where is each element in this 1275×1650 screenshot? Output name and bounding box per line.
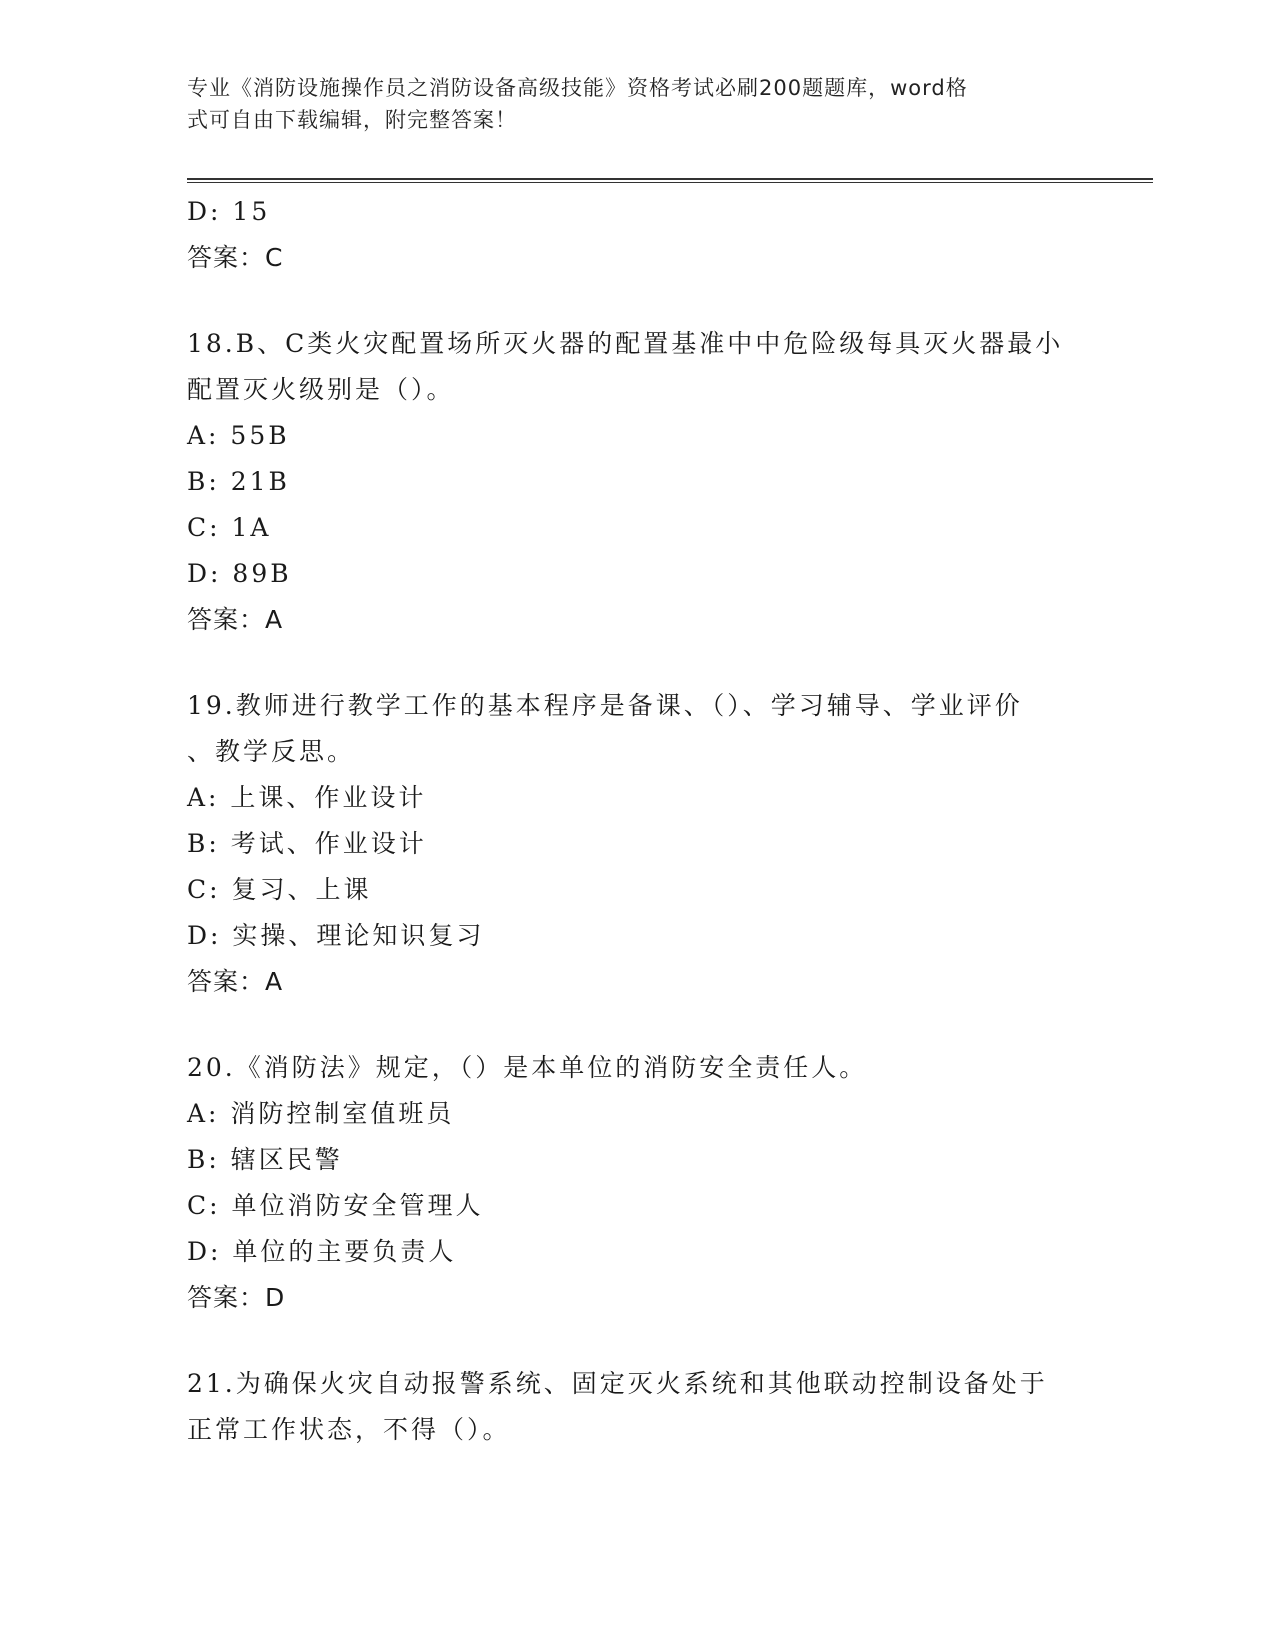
option-b: B: 21B	[187, 467, 290, 496]
question-21	[187, 1361, 1087, 1453]
question-17-tail	[187, 189, 1087, 281]
question-19	[187, 683, 1087, 1005]
answer-line: 答案：C	[187, 243, 284, 272]
answer-line: 答案：D	[187, 1283, 286, 1312]
option-d: D: 15	[187, 197, 271, 226]
option-b: B: 考试、作业设计	[187, 829, 427, 858]
header-line-2: 式可自由下载编辑，附完整答案！	[187, 108, 517, 132]
option-c: C: 1A	[187, 513, 272, 542]
answer-line: 答案：A	[187, 605, 284, 634]
header-line-1: 专业《消防设施操作员之消防设备高级技能》资格考试必刷200题题库，word格	[187, 76, 968, 100]
option-a: A: 55B	[187, 421, 290, 450]
question-stem: 20.《消防法》规定，（）是本单位的消防安全责任人。	[187, 1053, 868, 1082]
question-stem: 21.为确保火灾自动报警系统、固定灭火系统和其他联动控制设备处于	[187, 1369, 1048, 1398]
question-20	[187, 1045, 1087, 1321]
question-list	[187, 189, 1087, 1453]
question-stem-cont: 、教学反思。	[187, 737, 356, 766]
option-c: C: 单位消防安全管理人	[187, 1191, 484, 1220]
option-c: C: 复习、上课	[187, 875, 372, 904]
question-18	[187, 321, 1087, 643]
question-stem: 18.B、C类火灾配置场所灭火器的配置基准中中危险级每具灭火器最小	[187, 329, 1064, 358]
option-a: A: 消防控制室值班员	[187, 1099, 455, 1128]
option-a: A: 上课、作业设计	[187, 783, 427, 812]
header-divider-thick	[187, 178, 1153, 180]
question-stem: 19.教师进行教学工作的基本程序是备课、（）、学习辅导、学业评价	[187, 691, 1023, 720]
question-stem-cont: 配置灭火级别是（）。	[187, 375, 455, 404]
option-d: D: 单位的主要负责人	[187, 1237, 457, 1266]
option-b: B: 辖区民警	[187, 1145, 343, 1174]
option-d: D: 实操、理论知识复习	[187, 921, 485, 950]
document-header	[187, 72, 1067, 136]
header-divider-thin	[187, 182, 1153, 183]
answer-line: 答案：A	[187, 967, 284, 996]
option-d: D: 89B	[187, 559, 292, 588]
question-stem-cont: 正常工作状态，不得（）。	[187, 1415, 511, 1444]
